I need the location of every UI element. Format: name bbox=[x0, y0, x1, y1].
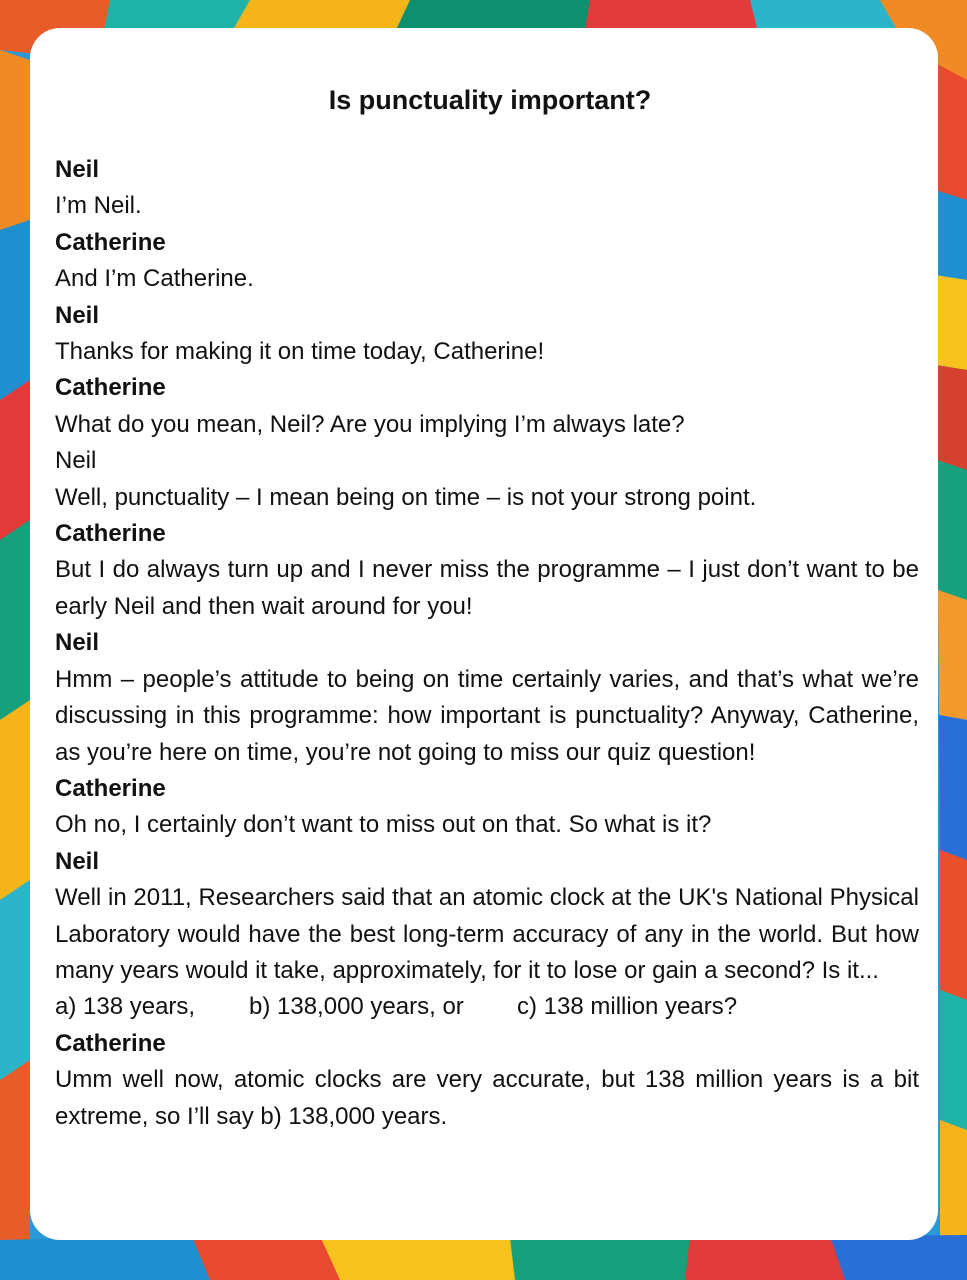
dialogue-line: Thanks for making it on time today, Catherine! bbox=[55, 338, 545, 366]
dialogue-line: Well, punctuality – I mean being on time – is not your strong point. bbox=[55, 483, 757, 511]
speaker-label: Catherine bbox=[55, 374, 166, 402]
speaker-label: Catherine bbox=[55, 1029, 166, 1057]
speaker-label: Neil bbox=[55, 847, 100, 875]
dialogue-line: And I’m Catherine. bbox=[55, 265, 254, 293]
page-title: Is punctuality important? bbox=[328, 85, 652, 115]
speaker-label: Neil bbox=[55, 629, 100, 657]
option-a: a) 138 years, bbox=[55, 993, 196, 1021]
dialogue-line: Oh no, I certainly don’t want to miss out on that. So what is it? bbox=[55, 811, 712, 839]
dialogue-line: What do you mean, Neil? Are you implying I’m always late? bbox=[55, 410, 685, 438]
option-c: c) 138 million years? bbox=[517, 993, 738, 1021]
quiz-options bbox=[55, 989, 919, 1025]
dialogue-line: Umm well now, atomic clocks are very accurate, but 138 million years is a bit extreme, so I’ll say b) 138,000 years. bbox=[55, 1066, 919, 1130]
option-b: b) 138,000 years, or bbox=[249, 993, 464, 1021]
transcript-content bbox=[55, 78, 919, 1135]
transcript-card bbox=[30, 28, 938, 1240]
dialogue-line: I’m Neil. bbox=[55, 192, 142, 220]
dialogue-line: Hmm – people’s attitude to being on time certainly varies, and that’s what we’re discussing in this programme: how important is punctuality? Anyway, Catherine, as you’re here on time, you’re not going to miss our quiz question! bbox=[55, 665, 919, 766]
speaker-label: Catherine bbox=[55, 774, 166, 802]
speaker-label: Neil bbox=[55, 447, 97, 475]
speaker-label: Neil bbox=[55, 156, 100, 183]
speaker-label: Catherine bbox=[55, 520, 166, 548]
dialogue-line: But I do always turn up and I never miss the programme – I just don’t want to be early Neil and then wait around for you! bbox=[55, 556, 919, 620]
speaker-label: Neil bbox=[55, 301, 100, 329]
speaker-label: Catherine bbox=[55, 228, 166, 256]
dialogue-line: Well in 2011, Researchers said that an atomic clock at the UK's National Physical Laboratory would have the best long-term accuracy of any in the world. But how many years would it take, approximately, for it to lose or gain a second? Is it... bbox=[55, 884, 919, 984]
